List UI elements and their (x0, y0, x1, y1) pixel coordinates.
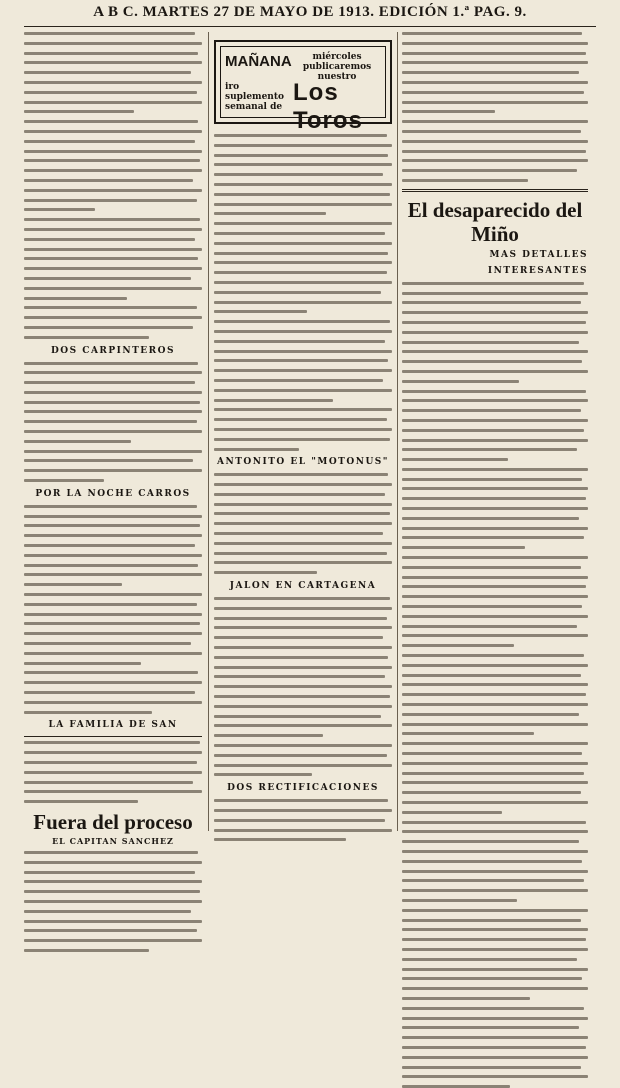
column-divider-1 (208, 32, 209, 831)
article-body (214, 799, 392, 841)
column-3 (402, 32, 588, 833)
advertisement-inner-border (220, 46, 386, 134)
headline: El desaparecido del Miño (407, 197, 583, 246)
article-body (214, 597, 392, 776)
column-2 (214, 32, 392, 833)
header-rule (24, 26, 596, 27)
ad-manana-text: MAÑANA (225, 53, 292, 70)
article-body (24, 505, 202, 714)
subheading: MAS DETALLES (489, 249, 588, 260)
double-rule (402, 189, 588, 192)
section-heading: JALON EN CARTAGENA (229, 581, 377, 592)
masthead-text: A B C. MARTES 27 DE MAYO DE 1913. EDICIÓN 1.ª PAG. 9. (93, 4, 527, 20)
section-heading: ANTONITO EL "MOTONUS" (217, 457, 389, 468)
section-heading: LA FAMILIA DE SAN (48, 720, 178, 731)
article-body (214, 473, 392, 574)
page-masthead (0, 0, 620, 32)
article-body (214, 134, 392, 451)
advertisement-box (214, 40, 392, 134)
article-body (24, 32, 202, 339)
article-body (24, 362, 202, 483)
headline: Fuera del proceso (33, 809, 193, 834)
section-heading: POR LA NOCHE CARROS (35, 488, 191, 499)
ad-suplemento-text: iro suplemento semanal de (225, 82, 285, 112)
rule (24, 736, 202, 737)
article-body (24, 741, 202, 803)
column-divider-2 (397, 32, 398, 831)
subheading: INTERESANTES (487, 265, 588, 276)
section-heading: DOS RECTIFICACIONES (227, 783, 379, 794)
subheading: EL CAPITAN SANCHEZ (52, 835, 174, 846)
column-1 (24, 32, 202, 846)
section-heading: DOS CARPINTEROS (51, 345, 175, 356)
article-body (24, 851, 202, 952)
ad-los-toros-text: Los Toros (293, 79, 363, 134)
article-body (402, 282, 588, 1088)
article-body (402, 32, 588, 182)
ad-miercoles-text: miércoles publicaremos nuestro (302, 52, 372, 82)
